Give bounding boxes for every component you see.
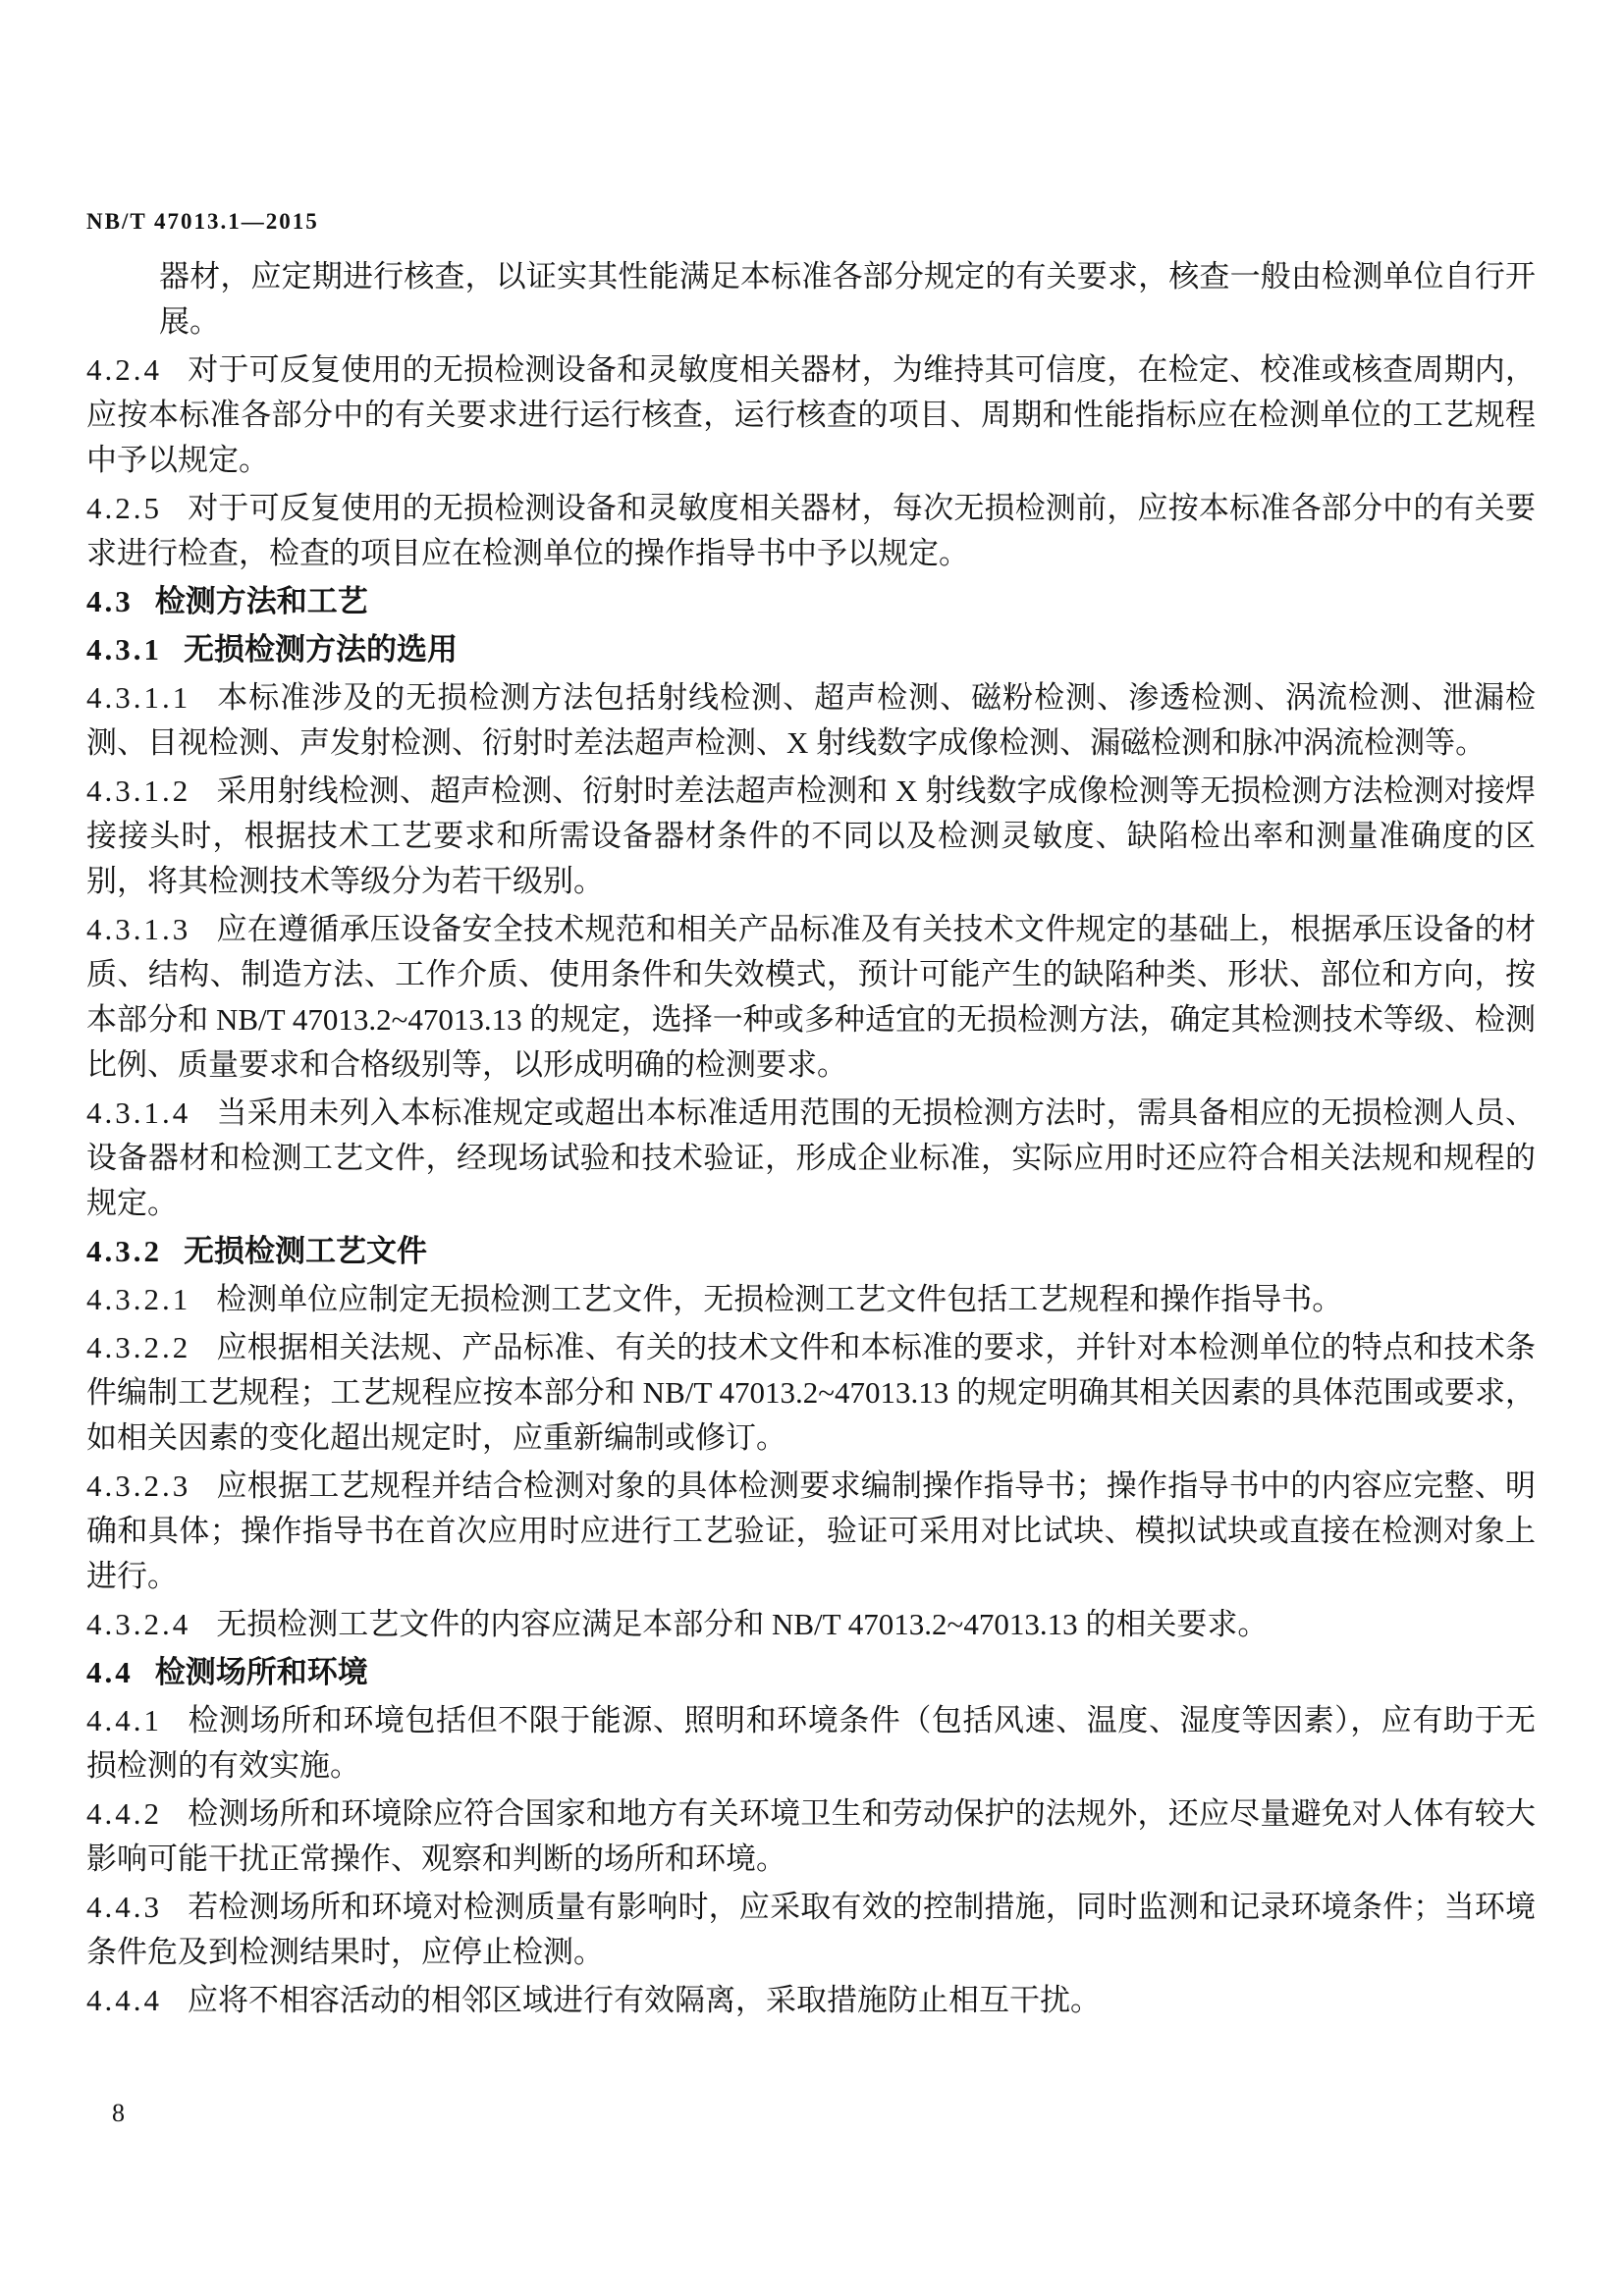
clause-number: 4.3.2.4	[86, 1607, 191, 1641]
clause-number: 4.2.4	[86, 352, 162, 387]
section-number: 4.4	[86, 1655, 134, 1689]
section-title: 无损检测工艺文件	[184, 1234, 427, 1268]
clause-4-3-2-3	[86, 1464, 1536, 1599]
clause-text: 本标准涉及的无损检测方法包括射线检测、超声检测、磁粉检测、渗透检测、涡流检测、泄漏检测、目视检测、声发射检测、衍射时差法超声检测、X 射线数字成像检测、漏磁检测和脉冲涡流检测等。	[86, 680, 1536, 760]
clause-4-4-2	[86, 1791, 1536, 1882]
clause-4-3-1-3	[86, 907, 1536, 1088]
section-heading-4-4	[86, 1650, 1536, 1695]
clause-text: 检测场所和环境除应符合国家和地方有关环境卫生和劳动保护的法规外，还应尽量避免对人体有较大影响可能干扰正常操作、观察和判断的场所和环境。	[86, 1796, 1536, 1876]
section-number: 4.3	[86, 584, 134, 618]
clause-4-2-4	[86, 347, 1536, 483]
clause-text: 当采用未列入本标准规定或超出本标准适用范围的无损检测方法时，需具备相应的无损检测人员、设备器材和检测工艺文件，经现场试验和技术验证，形成企业标准，实际应用时还应符合相关法规和规程的规定。	[86, 1095, 1536, 1220]
clause-text: 对于可反复使用的无损检测设备和灵敏度相关器材，每次无损检测前，应按本标准各部分中的有关要求进行检查，检查的项目应在检测单位的操作指导书中予以规定。	[86, 491, 1536, 570]
clause-4-3-2-2	[86, 1325, 1536, 1461]
page-number: 8	[112, 2099, 125, 2127]
paragraph-text: 器材，应定期进行核查，以证实其性能满足本标准各部分规定的有关要求，核查一般由检测单位自行开展。	[159, 259, 1536, 339]
section-number: 4.3.2	[86, 1234, 162, 1268]
clause-number: 4.4.1	[86, 1703, 162, 1737]
clause-number: 4.3.1.2	[86, 774, 191, 808]
clause-number: 4.3.1.3	[86, 912, 191, 946]
clause-text: 应将不相容活动的相邻区域进行有效隔离，采取措施防止相互干扰。	[188, 1983, 1101, 2017]
clause-text: 检测场所和环境包括但不限于能源、照明和环境条件（包括风速、温度、湿度等因素），应有助于无损检测的有效实施。	[86, 1703, 1536, 1783]
section-heading-4-3	[86, 579, 1536, 624]
clause-4-3-1-2	[86, 769, 1536, 904]
clause-text: 应根据工艺规程并结合检测对象的具体检测要求编制操作指导书；操作指导书中的内容应完整、明确和具体；操作指导书在首次应用时应进行工艺验证，验证可采用对比试块、模拟试块或直接在检测对象上进行。	[86, 1468, 1536, 1593]
clause-text: 检测单位应制定无损检测工艺文件，无损检测工艺文件包括工艺规程和操作指导书。	[216, 1282, 1343, 1316]
document-body	[86, 254, 1536, 2023]
clause-4-3-2-4	[86, 1602, 1536, 1647]
continuation-paragraph	[159, 254, 1536, 345]
clause-4-2-5	[86, 486, 1536, 576]
section-heading-4-3-1	[86, 627, 1536, 672]
standard-number: NB/T 47013.1—2015	[86, 209, 319, 234]
clause-number: 4.3.2.1	[86, 1282, 191, 1316]
clause-4-3-1-4	[86, 1091, 1536, 1226]
clause-number: 4.4.3	[86, 1890, 162, 1924]
section-title: 检测场所和环境	[154, 1655, 368, 1689]
clause-text: 无损检测工艺文件的内容应满足本部分和 NB/T 47013.2~47013.13 的相关要求。	[216, 1607, 1269, 1641]
clause-number: 4.3.1.4	[86, 1095, 191, 1130]
section-heading-4-3-2	[86, 1229, 1536, 1274]
section-title: 无损检测方法的选用	[184, 632, 458, 667]
clause-text: 应在遵循承压设备安全技术规范和相关产品标准及有关技术文件规定的基础上，根据承压设备的材质、结构、制造方法、工作介质、使用条件和失效模式，预计可能产生的缺陷种类、形状、部位和方向，按本部分和 NB/T 47013.2~47013.13 的规定，选择一种或多种适宜的无损检测方法，确定其检测技术等级、检测比例、质量要求和合格级别等，以形成明确的检测要求。	[86, 912, 1536, 1082]
clause-4-3-2-1	[86, 1277, 1536, 1322]
clause-number: 4.3.2.3	[86, 1468, 191, 1503]
clause-text: 采用射线检测、超声检测、衍射时差法超声检测和 X 射线数字成像检测等无损检测方法检测对接焊接接头时，根据技术工艺要求和所需设备器材条件的不同以及检测灵敏度、缺陷检出率和测量准确度的区别，将其检测技术等级分为若干级别。	[86, 774, 1536, 898]
clause-number: 4.3.1.1	[86, 680, 191, 715]
clause-text: 应根据相关法规、产品标准、有关的技术文件和本标准的要求，并针对本检测单位的特点和技术条件编制工艺规程；工艺规程应按本部分和 NB/T 47013.2~47013.13 的规定明确其相关因素的具体范围或要求，如相关因素的变化超出规定时，应重新编制或修订。	[86, 1330, 1536, 1455]
clause-number: 4.3.2.2	[86, 1330, 191, 1364]
clause-number: 4.2.5	[86, 491, 162, 525]
clause-number: 4.4.4	[86, 1983, 162, 2017]
clause-4-4-4	[86, 1978, 1536, 2023]
clause-4-4-1	[86, 1698, 1536, 1789]
clause-text: 若检测场所和环境对检测质量有影响时，应采取有效的控制措施，同时监测和记录环境条件；当环境条件危及到检测结果时，应停止检测。	[86, 1890, 1536, 1969]
section-title: 检测方法和工艺	[154, 584, 368, 618]
clause-text: 对于可反复使用的无损检测设备和灵敏度相关器材，为维持其可信度，在检定、校准或核查周期内，应按本标准各部分中的有关要求进行运行核查，运行核查的项目、周期和性能指标应在检测单位的工艺规程中予以规定。	[86, 352, 1536, 477]
clause-number: 4.4.2	[86, 1796, 162, 1831]
clause-4-4-3	[86, 1885, 1536, 1975]
section-number: 4.3.1	[86, 632, 162, 667]
clause-4-3-1-1	[86, 675, 1536, 766]
